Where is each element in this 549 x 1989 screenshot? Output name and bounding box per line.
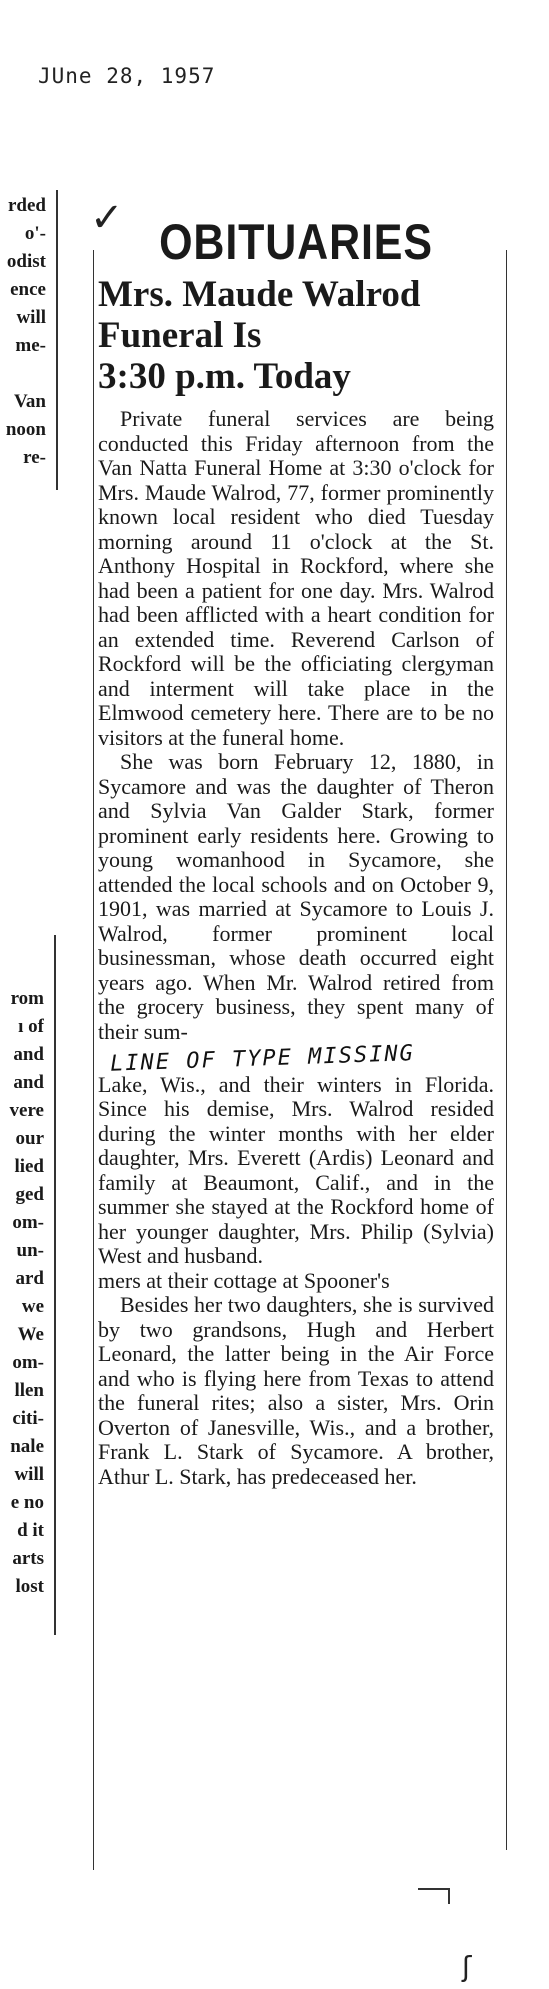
fragment-line: o'-: [24, 223, 46, 244]
fragment-line: noon: [5, 419, 46, 440]
fragment-line: arts: [12, 1548, 44, 1569]
fragment-line: and: [13, 1044, 44, 1065]
fragment-line: lied: [14, 1156, 44, 1177]
fragment-line: om-: [12, 1212, 44, 1233]
fragment-line: ı of: [18, 1016, 44, 1037]
pencil-check-mark: ✓: [90, 195, 124, 241]
left-column-fragment-bottom: [0, 985, 44, 1601]
column-rule-article-left: [93, 250, 94, 1870]
headline-line: Funeral Is: [98, 315, 262, 356]
fragment-line: will: [16, 307, 46, 328]
fragment-line: Van: [13, 391, 46, 412]
fragment-line: ard: [15, 1268, 44, 1289]
pencil-scribble-mark: ʃ: [462, 1950, 472, 1983]
article-body: [98, 407, 494, 1489]
fragment-line: and: [13, 1072, 44, 1093]
fragment-line: llen: [14, 1380, 44, 1401]
paragraph: Besides her two daughters, she is survived by two grandsons, Hugh and Herbert Leonard, the latter being in the Air Force and who is flying here from Texas to attend the funeral rites; also a sister, Mrs. Orin Overton of Janesville, Wis., and a brother, Frank L. Stark of Sycamore. A brother, Athur L. Stark, has predeceased her.: [98, 1292, 494, 1489]
fragment-line: ence: [10, 279, 46, 300]
obituary-article: [98, 210, 494, 1489]
fragment-line: will: [14, 1464, 44, 1485]
fragment-line: vere: [9, 1100, 44, 1121]
paragraph: Private funeral services are being conducted this Friday afternoon from the Van Natta Funeral Home at 3:30 o'clock for Mrs. Maude Walrod, 77, former prominently known local resident who died Tuesday morning around 11 o'clock at the St. Anthony Hospital in Rockford, where she had been a patient for one day. Mrs. Walrod had been afflicted with a heart condition for an extended time. Reverend Carlson of Rockford will be the officiating clergyman and interment will take place in the Elmwood cemetery here. There are to be no visitors at the funeral home.: [98, 406, 494, 750]
fragment-line: un-: [16, 1240, 44, 1261]
fragment-line: re-: [23, 447, 46, 468]
handwritten-note: LINE OF TYPE MISSING: [109, 1041, 416, 1077]
fragment-line: We: [17, 1324, 44, 1345]
fragment-line: me-: [15, 335, 46, 356]
fragment-line: [0, 360, 46, 388]
fragment-line: ged: [15, 1184, 44, 1205]
column-rule-top-left: [56, 190, 58, 490]
fragment-line: rded: [8, 195, 46, 216]
headline-line: 3:30 p.m. Today: [98, 356, 351, 397]
fragment-line: lost: [15, 1576, 44, 1597]
fragment-line: nale: [10, 1436, 44, 1457]
section-title: OBITUARIES: [159, 214, 433, 270]
fragment-line: we: [21, 1296, 44, 1317]
paragraph: She was born February 12, 1880, in Sycamore and was the daughter of Theron and Sylvia Van Galder Stark, former prominent early residents here. Growing to young womanhood in Sycamore, she attended the local schools and on October 9, 1901, was married at Sycamore to Louis J. Walrod, former prominent local businessman, whose death occurred eight years ago. When Mr. Walrod retired from the grocery business, they spent many of their sum-: [98, 749, 494, 1044]
fragment-line: citi-: [12, 1408, 44, 1429]
column-rule-article-right: [506, 250, 507, 1850]
fragment-line: d it: [17, 1520, 44, 1541]
fragment-line: om-: [12, 1352, 44, 1373]
column-rule-bottom-left: [54, 935, 56, 1635]
fragment-line: e no: [10, 1492, 44, 1513]
headline-line: Mrs. Maude Walrod: [98, 274, 421, 315]
headline: [98, 274, 494, 397]
fragment-line: rom: [10, 988, 44, 1009]
clipping-date: JUne 28, 1957: [38, 64, 216, 88]
fragment-line: odist: [6, 251, 46, 272]
misplaced-line: mers at their cottage at Spooner's: [98, 1267, 390, 1293]
paragraph: Lake, Wis., and their winters in Florida. Since his demise, Mrs. Walrod resided during the winter months with her elder daughter, Mrs. Everett (Ardis) Leonard and family at Beaumont, Calif., and in the summer she stayed at the Rockford home of her younger daughter, Mrs. Philip (Sylvia) West and husband.: [98, 1071, 494, 1268]
pencil-corner-mark: [418, 1888, 450, 1904]
fragment-line: our: [15, 1128, 44, 1149]
left-column-fragment-top: [0, 192, 46, 472]
